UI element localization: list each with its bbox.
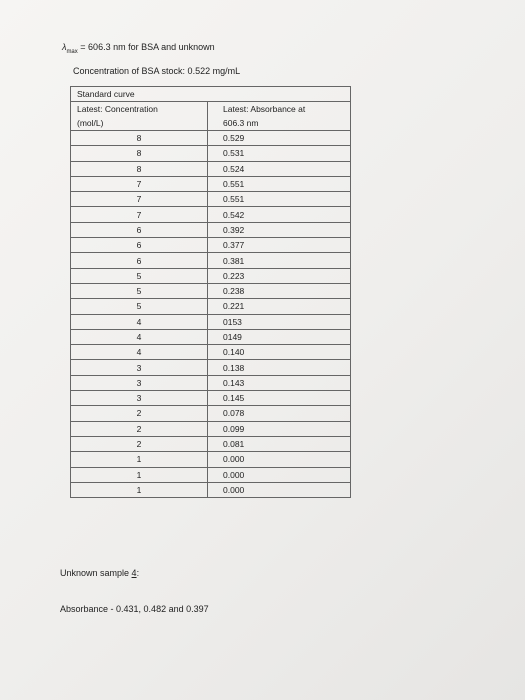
lambda-max-line	[62, 42, 215, 55]
absorbance-cell: 0.099	[208, 421, 351, 436]
absorbance-cell: 0.145	[208, 391, 351, 406]
table-row	[71, 238, 351, 253]
concentration-cell: 5	[71, 299, 208, 314]
concentration-cell: 6	[71, 238, 208, 253]
table-row	[71, 253, 351, 268]
absorbance-cell: 0.377	[208, 238, 351, 253]
table-row	[71, 360, 351, 375]
table-row	[71, 452, 351, 467]
concentration-cell: 2	[71, 436, 208, 451]
table-row	[71, 436, 351, 451]
absorbance-cell: 0.140	[208, 345, 351, 360]
table-row	[71, 192, 351, 207]
table-header-row-2	[71, 116, 351, 131]
table-row	[71, 131, 351, 146]
table-row	[71, 482, 351, 497]
unknown-sample-label: Unknown sample 4:	[60, 568, 140, 578]
table-title-row	[71, 87, 351, 102]
table-row	[71, 299, 351, 314]
concentration-cell: 7	[71, 176, 208, 191]
concentration-cell: 6	[71, 222, 208, 237]
concentration-cell: 5	[71, 283, 208, 298]
table-row	[71, 421, 351, 436]
unknown-absorbance-values: Absorbance - 0.431, 0.482 and 0.397	[60, 604, 209, 614]
absorbance-cell: 0.081	[208, 436, 351, 451]
absorbance-cell: 0.143	[208, 375, 351, 390]
absorbance-cell: 0.078	[208, 406, 351, 421]
absorbance-header: Latest: Absorbance at	[208, 102, 351, 117]
absorbance-cell: 0.551	[208, 192, 351, 207]
absorbance-cell: 0.524	[208, 161, 351, 176]
absorbance-cell: 0149	[208, 329, 351, 344]
absorbance-cell: 0153	[208, 314, 351, 329]
concentration-cell: 7	[71, 192, 208, 207]
table-row	[71, 176, 351, 191]
concentration-cell: 4	[71, 314, 208, 329]
absorbance-cell: 0.000	[208, 452, 351, 467]
concentration-unit: (mol/L)	[71, 116, 208, 131]
concentration-cell: 6	[71, 253, 208, 268]
absorbance-cell: 0.529	[208, 131, 351, 146]
concentration-cell: 1	[71, 452, 208, 467]
absorbance-cell: 0.223	[208, 268, 351, 283]
concentration-cell: 7	[71, 207, 208, 222]
table-row	[71, 375, 351, 390]
absorbance-cell: 0.381	[208, 253, 351, 268]
concentration-cell: 1	[71, 482, 208, 497]
absorbance-wavelength: 606.3 nm	[208, 116, 351, 131]
table-title: Standard curve	[71, 87, 351, 102]
absorbance-cell: 0.000	[208, 467, 351, 482]
absorbance-cell: 0.238	[208, 283, 351, 298]
table-row	[71, 391, 351, 406]
stock-concentration: Concentration of BSA stock: 0.522 mg/mL	[73, 66, 241, 76]
concentration-cell: 1	[71, 467, 208, 482]
table-row	[71, 314, 351, 329]
table-row	[71, 207, 351, 222]
absorbance-cell: 0.392	[208, 222, 351, 237]
table-header-row	[71, 102, 351, 117]
absorbance-cell: 0.531	[208, 146, 351, 161]
standard-curve-table	[70, 86, 351, 498]
table-row	[71, 329, 351, 344]
concentration-cell: 5	[71, 268, 208, 283]
table-row	[71, 146, 351, 161]
concentration-cell: 2	[71, 406, 208, 421]
lambda-text: = 606.3 nm for BSA and unknown	[80, 42, 215, 52]
concentration-cell: 3	[71, 375, 208, 390]
lambda-symbol: λ	[62, 42, 67, 52]
concentration-cell: 4	[71, 345, 208, 360]
table-row	[71, 406, 351, 421]
table-row	[71, 467, 351, 482]
concentration-cell: 8	[71, 146, 208, 161]
absorbance-cell: 0.221	[208, 299, 351, 314]
unknown-sample-number: 4	[131, 568, 137, 578]
table-row	[71, 161, 351, 176]
concentration-cell: 8	[71, 131, 208, 146]
concentration-cell: 2	[71, 421, 208, 436]
table-row	[71, 222, 351, 237]
absorbance-cell: 0.000	[208, 482, 351, 497]
concentration-cell: 8	[71, 161, 208, 176]
lambda-subscript: max	[66, 48, 78, 55]
concentration-header: Latest: Concentration	[71, 102, 208, 117]
table-row	[71, 268, 351, 283]
table-row	[71, 345, 351, 360]
concentration-cell: 3	[71, 391, 208, 406]
absorbance-cell: 0.138	[208, 360, 351, 375]
concentration-cell: 4	[71, 329, 208, 344]
absorbance-cell: 0.551	[208, 176, 351, 191]
table-row	[71, 283, 351, 298]
concentration-cell: 3	[71, 360, 208, 375]
absorbance-cell: 0.542	[208, 207, 351, 222]
